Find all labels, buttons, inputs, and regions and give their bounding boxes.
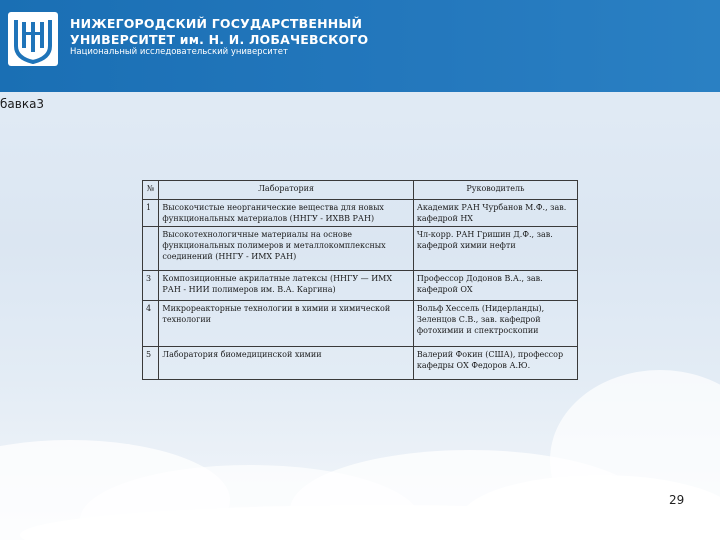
- row-number: [143, 227, 159, 271]
- page-number: 29: [669, 493, 685, 507]
- table-row: [143, 271, 578, 301]
- laboratory-name: Лаборатория биомедицинской химии: [159, 347, 413, 380]
- unn-logo: [8, 12, 58, 66]
- row-number: 5: [143, 347, 159, 380]
- laboratory-name: Высокотехнологичные материалы на основе функциональных полимеров и металлокомплексных соединений (ННГУ - ИМХ РАН): [159, 227, 413, 271]
- laboratory-name: Композиционные акрилатные латексы (ННГУ — ИМХ РАН - НИИ полимеров им. В.А. Каргина): [159, 271, 413, 301]
- column-header-laboratory: Лаборатория: [159, 181, 413, 200]
- slide-label: бавка3: [0, 97, 45, 111]
- table-header-row: [143, 181, 578, 200]
- column-header-head: Руководитель: [413, 181, 577, 200]
- column-header-number: №: [143, 181, 159, 200]
- table-row: [143, 227, 578, 271]
- table-row: [143, 347, 578, 380]
- laboratory-name: Микрореакторные технологии в химии и химической технологии: [159, 301, 413, 347]
- row-number: 1: [143, 200, 159, 227]
- table-row: [143, 200, 578, 227]
- laboratory-head: Академик РАН Чурбанов М.Ф., зав. кафедрой НХ: [413, 200, 577, 227]
- university-subtitle: Национальный исследовательский университет: [70, 47, 288, 57]
- laboratories-table: [142, 180, 578, 380]
- university-header: [0, 0, 720, 92]
- row-number: 3: [143, 271, 159, 301]
- university-name-line1: НИЖЕГОРОДСКИЙ ГОСУДАРСТВЕННЫЙ: [70, 16, 363, 31]
- laboratory-name: Высокочистые неорганические вещества для новых функциональных материалов (ННГУ - ИХВВ РАН): [159, 200, 413, 227]
- laboratory-head: Профессор Додонов В.А., зав. кафедрой ОХ: [413, 271, 577, 301]
- university-name-line2: УНИВЕРСИТЕТ им. Н. И. ЛОБАЧЕВСКОГО: [70, 32, 369, 47]
- laboratory-head: Валерий Фокин (США), профессор кафедры ОХ Федоров А.Ю.: [413, 347, 577, 380]
- table-row: [143, 301, 578, 347]
- laboratory-head: Чл-корр. РАН Гришин Д.Ф., зав. кафедрой химии нефти: [413, 227, 577, 271]
- row-number: 4: [143, 301, 159, 347]
- laboratory-head: Вольф Хессель (Нидерланды), Зеленцов С.В., зав. кафедрой фотохимии и спектроскопии: [413, 301, 577, 347]
